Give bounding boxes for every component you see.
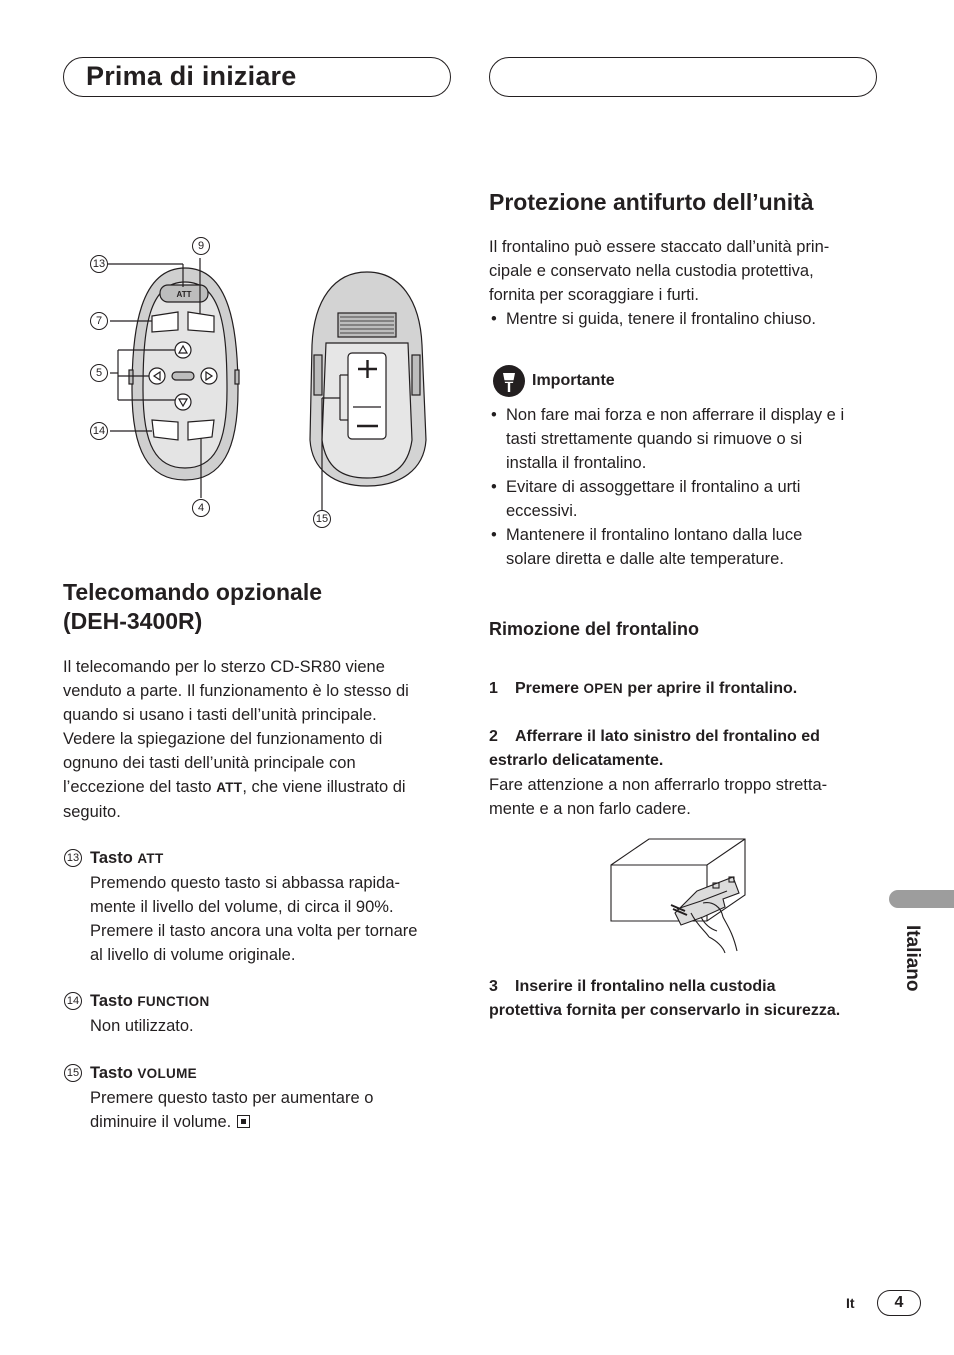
step-number: 3 (489, 978, 498, 995)
intro-line: seguito. (63, 803, 121, 821)
step-2-body (489, 773, 889, 821)
step-text: per aprire il frontalino. (622, 680, 798, 697)
item-key: FUNCTION (137, 994, 210, 1009)
important-bullets (489, 403, 884, 571)
intro-line: Il telecomando per lo sterzo CD-SR80 viene (63, 658, 385, 676)
page-title: Prima di iniziare (86, 61, 297, 91)
att-button-label: ATT (176, 290, 192, 299)
item-function (90, 989, 460, 1038)
intro-line: fornita per scoraggiare i furti. (489, 286, 700, 304)
item-number-13: 13 (64, 849, 82, 867)
bullet-line: Evitare di assoggettare il frontalino a urti (506, 478, 801, 496)
important-label: Importante (532, 372, 615, 389)
intro-line: ognuno dei tasti dell’unità principale con (63, 754, 356, 772)
callout-5: 5 (90, 364, 108, 382)
language-tab-marker (889, 890, 954, 908)
item-line: diminuire il volume. (90, 1113, 232, 1131)
item-att (90, 846, 460, 967)
att-key-label: ATT (216, 780, 243, 795)
item-key: VOLUME (137, 1066, 197, 1081)
step-3 (489, 975, 889, 1023)
step-text: Inserire il frontalino nella custodia (515, 978, 776, 995)
open-key-label: OPEN (583, 681, 623, 696)
antitheft-intro (489, 235, 879, 307)
remote-intro-paragraph (63, 655, 453, 824)
callout-9: 9 (192, 237, 210, 255)
section-title-line2: (DEH-3400R) (63, 608, 203, 634)
header-right-box (489, 57, 877, 97)
list-item: • Mentre si guida, tenere il frontalino chiuso. (489, 307, 879, 331)
section-title-line1: Telecomando opzionale (63, 579, 322, 605)
intro-line: l’eccezione del tasto (63, 778, 217, 796)
section-title-remote (63, 578, 322, 636)
important-icon (492, 364, 526, 398)
body-line: mente e a non farlo cadere. (489, 800, 691, 818)
section-title-antitheft: Protezione antifurto dell’unità (489, 189, 814, 215)
body-line: Fare attenzione a non afferrarlo troppo stretta- (489, 776, 828, 794)
step-text: estrarlo delicatamente. (489, 752, 664, 769)
item-line: Premendo questo tasto si abbassa rapida- (90, 874, 401, 892)
bullet-line: Mantenere il frontalino lontano dalla luce (506, 526, 803, 544)
item-line: Premere questo tasto per aumentare o (90, 1089, 374, 1107)
subsection-title-removal: Rimozione del frontalino (489, 619, 699, 639)
item-line: Premere il tasto ancora una volta per tornare (90, 922, 418, 940)
end-of-section-icon (237, 1115, 250, 1128)
step-number: 2 (489, 728, 498, 745)
item-title: Tasto (90, 992, 138, 1010)
bullet-line: Non fare mai forza e non afferrare il display e i (506, 406, 845, 424)
callout-14: 14 (90, 422, 108, 440)
step-1 (489, 677, 889, 701)
intro-line: Il frontalino può essere staccato dall’unità prin- (489, 238, 830, 256)
step-text: Afferrare il lato sinistro del frontalino ed (515, 728, 820, 745)
intro-line: , che viene illustrato di (242, 778, 406, 796)
callout-4: 4 (192, 499, 210, 517)
step-number: 1 (489, 680, 498, 697)
page-number: 4 (877, 1290, 921, 1316)
item-line: al livello di volume originale. (90, 946, 296, 964)
list-item (489, 475, 884, 523)
faceplate-removal-illustration (605, 833, 755, 955)
callout-15: 15 (313, 510, 331, 528)
item-title: Tasto (90, 849, 138, 867)
intro-line: cipale e conservato nella custodia protettiva, (489, 262, 814, 280)
intro-line: Vedere la spiegazione del funzionamento di (63, 730, 383, 748)
footer-language-code: It (846, 1295, 855, 1311)
step-text: protettiva fornita per conservarlo in sicurezza. (489, 1002, 841, 1019)
bullet-line: installa il frontalino. (506, 454, 647, 472)
step-2 (489, 725, 889, 773)
item-line: Non utilizzato. (90, 1017, 194, 1035)
item-number-15: 15 (64, 1064, 82, 1082)
item-line: mente il livello del volume, di circa il 90%. (90, 898, 394, 916)
callout-7: 7 (90, 312, 108, 330)
list-item (489, 403, 884, 475)
bullet-line: solare diretta e dalle alte temperature. (506, 550, 784, 568)
item-title: Tasto (90, 1064, 138, 1082)
item-number-14: 14 (64, 992, 82, 1010)
antitheft-bullets (489, 307, 879, 331)
item-key: ATT (137, 851, 164, 866)
list-item (489, 523, 884, 571)
remote-control-figure (80, 232, 430, 532)
intro-line: quando si usano i tasti dell’unità principale. (63, 706, 377, 724)
step-text: Premere (515, 680, 584, 697)
bullet-line: eccessivi. (506, 502, 578, 520)
intro-line: venduto a parte. Il funzionamento è lo stesso di (63, 682, 409, 700)
item-volume (90, 1061, 460, 1134)
language-tab-label: Italiano (902, 925, 923, 992)
bullet-line: tasti strettamente quando si rimuove o si (506, 430, 803, 448)
callout-13: 13 (90, 255, 108, 273)
